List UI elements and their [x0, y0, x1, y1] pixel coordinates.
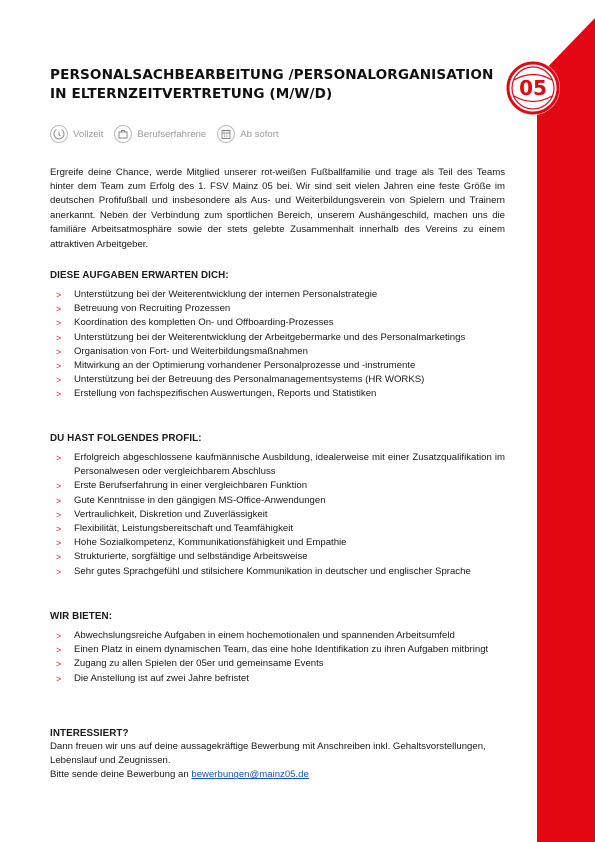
offer-list — [50, 629, 505, 686]
list-item: > Organisation von Fort- und Weiterbildungsmaßnahmen — [50, 345, 505, 359]
list-item: > Gute Kenntnisse in den gängigen MS-Office-Anwendungen — [50, 494, 505, 508]
briefcase-icon — [114, 125, 132, 143]
meta-label: Berufserfahrene — [137, 128, 207, 140]
meta-employment-type — [50, 125, 103, 143]
job-title-line-1: PERSONALSACHBEARBEITUNG /PERSONALORGANISATION — [50, 67, 494, 83]
profile-list — [50, 451, 505, 579]
list-item: > Erstellung von fachspezifischen Auswertungen, Reports und Statistiken — [50, 387, 505, 401]
calendar-icon — [217, 125, 235, 143]
list-item: > Erste Berufserfahrung in einer vergleichbaren Funktion — [50, 479, 505, 493]
offer-heading: WIR BIETEN: — [50, 611, 113, 622]
club-logo — [505, 60, 561, 116]
contact-text: Dann freuen wir uns auf deine aussagekräftige Bewerbung mit Anschreiben inkl. Gehaltsvorstellungen, Lebenslauf und Zeugnissen. — [50, 741, 486, 767]
list-item: > Abwechslungsreiche Aufgaben in einem hochemotionalen und spannenden Arbeitsumfeld — [50, 629, 505, 643]
list-item: > Flexibilität, Leistungsbereitschaft und Teamfähigkeit — [50, 522, 505, 536]
list-item: > Unterstützung bei der Weiterentwicklung der Arbeitgebermarke und des Personalmarketings — [50, 331, 505, 345]
contact-cta-text: Bitte sende deine Bewerbung an — [50, 769, 192, 781]
tasks-section — [50, 270, 505, 402]
list-item: > Sehr gutes Sprachgefühl und stilsichere Kommunikation in deutscher und englischer Sprache — [50, 565, 505, 579]
contact-heading: INTERESSIERT? — [50, 728, 129, 739]
clock-icon — [50, 125, 68, 143]
email-link[interactable]: bewerbungen@mainz05.de — [191, 769, 309, 781]
contact-section — [50, 728, 505, 783]
meta-experience-level — [114, 125, 206, 143]
contact-cta — [50, 768, 505, 782]
list-item: > Unterstützung bei der Weiterentwicklung der internen Personalstrategie — [50, 288, 505, 302]
offer-section — [50, 611, 505, 686]
list-item: > Koordination des kompletten On- und Offboarding-Prozesses — [50, 316, 505, 330]
list-item: > Hohe Sozialkompetenz, Kommunikationsfähigkeit und Empathie — [50, 536, 505, 550]
list-item: > Erfolgreich abgeschlossene kaufmännische Ausbildung, idealerweise mit einer Zusatzqualifikation im Personalwesen oder vergleichbarem Abschluss — [50, 451, 505, 479]
profile-section — [50, 433, 505, 579]
svg-text:05: 05 — [519, 76, 547, 100]
job-title — [50, 66, 505, 103]
brand-stripe — [537, 0, 595, 842]
list-item: > Strukturierte, sorgfältige und selbständige Arbeitsweise — [50, 550, 505, 564]
meta-label: Vollzeit — [73, 128, 104, 140]
list-item: > Betreuung von Recruiting Prozessen — [50, 302, 505, 316]
meta-label: Ab sofort — [240, 128, 279, 140]
profile-heading: DU HAST FOLGENDES PROFIL: — [50, 433, 202, 444]
meta-start-date — [217, 125, 278, 143]
tasks-heading: DIESE AUFGABEN ERWARTEN DICH: — [50, 270, 229, 281]
job-meta — [50, 125, 284, 143]
intro-paragraph: Ergreife deine Chance, werde Mitglied unserer rot-weißen Fußballfamilie und trage als Teil des Teams hinter dem Team zum Erfolg des 1. FSV Mainz 05 bei. Wir sind seit vielen Jahren eine feste Größe im deutschen Profifußball und insbesondere als Aus- und Weiterbildungsverein von Spielern und Trainern anerkannt. Neben der Verbindung zum sportlichen Bereich, unserem Aushängeschild, machen uns die familiäre Arbeitsatmosphäre sowie der stets gelebte Zusammenhalt innerhalb des Vereins zu einem attraktiven Arbeitgeber. — [50, 166, 505, 250]
job-title-line-2: IN ELTERNZEITVERTRETUNG (M/W/D) — [50, 85, 333, 102]
tasks-list — [50, 288, 505, 402]
list-item: > Unterstützung bei der Betreuung des Personalmanagementsystems (HR WORKS) — [50, 373, 505, 387]
list-item: > Mitwirkung an der Optimierung vorhandener Personalprozesse und -instrumente — [50, 359, 505, 373]
list-item: > Zugang zu allen Spielen der 05er und gemeinsame Events — [50, 657, 505, 671]
list-item: > Die Anstellung ist auf zwei Jahre befristet — [50, 672, 505, 686]
list-item: > Einen Platz in einem dynamischen Team, das eine hohe Identifikation zu ihren Aufgaben mitbringt — [50, 643, 505, 657]
list-item: > Vertraulichkeit, Diskretion und Zuverlässigkeit — [50, 508, 505, 522]
